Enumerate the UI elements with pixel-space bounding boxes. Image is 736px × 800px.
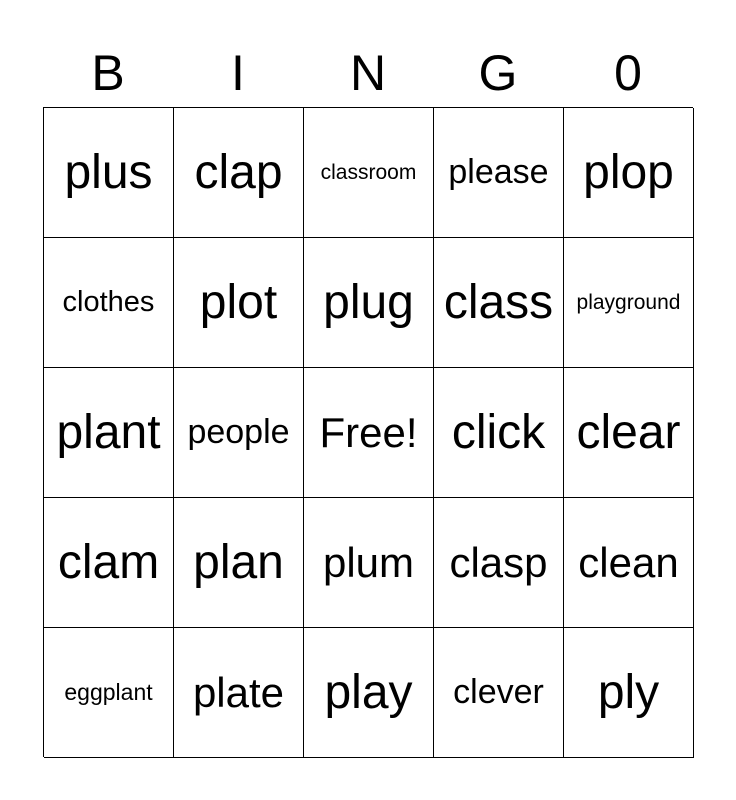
bingo-cell[interactable]: clam	[44, 498, 174, 628]
bingo-cell[interactable]: ply	[564, 628, 694, 758]
bingo-header	[43, 42, 693, 104]
bingo-cell[interactable]: plan	[174, 498, 304, 628]
free-space-cell[interactable]: Free!	[304, 368, 434, 498]
bingo-cell[interactable]: clasp	[434, 498, 564, 628]
bingo-cell[interactable]: please	[434, 108, 564, 238]
header-letter-b: B	[91, 45, 125, 101]
bingo-cell[interactable]: people	[174, 368, 304, 498]
bingo-cell[interactable]: classroom	[304, 108, 434, 238]
bingo-cell[interactable]: clever	[434, 628, 564, 758]
bingo-cell[interactable]: play	[304, 628, 434, 758]
bingo-cell[interactable]: plop	[564, 108, 694, 238]
bingo-cell[interactable]: clear	[564, 368, 694, 498]
header-letter-i: I	[231, 45, 245, 101]
bingo-cell[interactable]: plus	[44, 108, 174, 238]
bingo-cell[interactable]: plate	[174, 628, 304, 758]
bingo-cell[interactable]: plum	[304, 498, 434, 628]
bingo-cell[interactable]: plug	[304, 238, 434, 368]
bingo-board	[43, 107, 693, 757]
bingo-cell[interactable]: class	[434, 238, 564, 368]
header-letter-n: N	[349, 45, 387, 101]
bingo-cell[interactable]: plant	[44, 368, 174, 498]
bingo-cell[interactable]: eggplant	[44, 628, 174, 758]
bingo-cell[interactable]: clean	[564, 498, 694, 628]
bingo-cell[interactable]: plot	[174, 238, 304, 368]
bingo-cell[interactable]: clothes	[44, 238, 174, 368]
header-letter-o: 0	[614, 45, 642, 101]
bingo-cell[interactable]: clap	[174, 108, 304, 238]
bingo-cell[interactable]: click	[434, 368, 564, 498]
bingo-cell[interactable]: playground	[564, 238, 694, 368]
header-letter-g: G	[478, 45, 518, 101]
